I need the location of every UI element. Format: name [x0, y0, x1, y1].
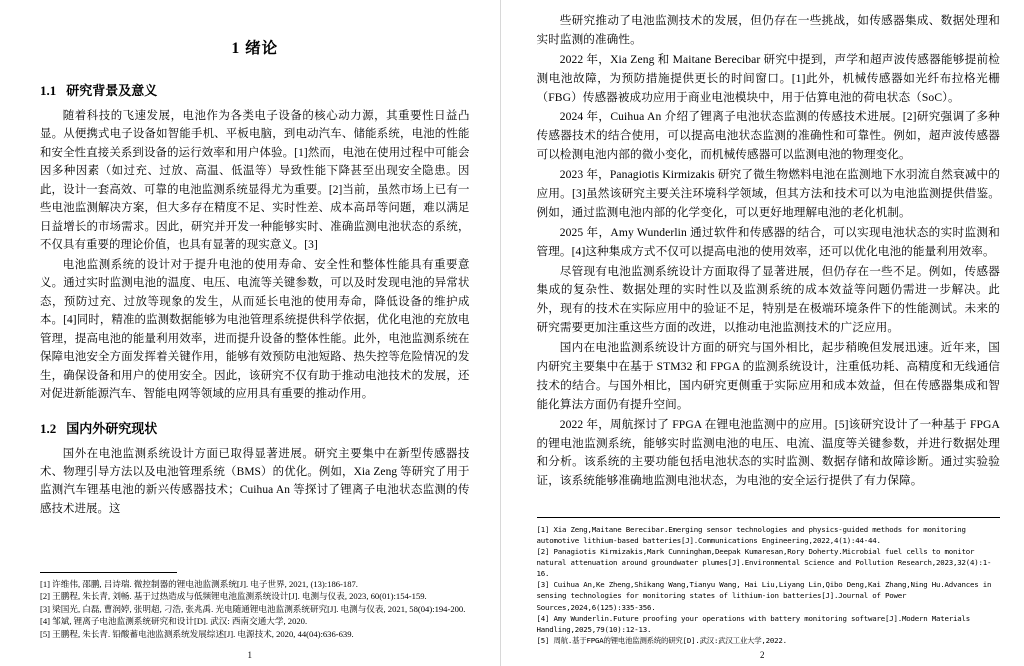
page-number-left: 1 [247, 650, 252, 660]
paragraph: 国外在电池监测系统设计方面已取得显著进展。研究主要集中在新型传感器技术、物理引导方法以及电池管理系统（BMS）的优化。例如，Xia Zeng 等研究了用于监测汽车锂基电池的新兴传感器技术；Cuihua An 等探讨了锂离子电池状态监测的传感技术进展。这 [40, 447, 470, 515]
paragraph: 2025 年，Amy Wunderlin 通过软件和传感器的结合，可以实现电池状态的实时监测和管理。[4]这种集成方式不仅可以提高电池的使用效率，还可以优化电池的能量利用效率。 [536, 225, 1000, 258]
page-left [0, 0, 500, 666]
footnote-item: [4] 邹斌, 锂离子电池监测系统研究和设计[D]. 武汉: 西南交通大学, 2020. [40, 616, 308, 627]
paragraph: 国内在电池监测系统设计方面的研究与国外相比，起步稍晚但发展迅速。近年来，国内研究主要集中在基于 STM32 和 FPGA 的监测系统设计，注重低功耗、高精度和无线通信技术的结合。与国外相比，国内研究更侧重于实际应用和成本效益，但在传感器集成和智能化算法方面仍有提升空间。 [536, 341, 1000, 411]
paragraph: 电池监测系统的设计对于提升电池的使用寿命、安全性和整体性能具有重要意义。通过实时监测电池的温度、电压、电流等关键参数，可以及时发现电池的异常状态，预防过充、过放等现象的发生，从而延长电池的使用寿命，降低设备的维护成本。[4]同时，精准的监测数据能够为电池管理系统提供科学依据，优化电池的充放电管理，提高电池的能量利用效率，进而提升设备的整体性能。此外，电池监测系统在保障电池安全方面发挥着关键作用，能够有效预防电池短路、热失控等危险情况的发生，确保设备和用户的使用安全。因此，该研究不仅有助于推动电池技术的发展，还对促进新能源汽车、智能电网等领域的应用具有重要的推动作用。 [40, 258, 470, 401]
section-label-1-2: 国内外研究现状 [66, 420, 158, 436]
section-number-1-2: 1.2 [40, 420, 57, 436]
footnote-divider [40, 572, 177, 573]
footnote-divider [537, 517, 1000, 518]
paragraph: 尽管现有电池监测系统设计方面取得了显著进展，但仍存在一些不足。例如，传感器集成的复杂性、数据处理的实时性以及监测系统的成本效益等问题仍需进一步解决。此外，现有的技术在实际应用中的验证不足，特别是在极端环境条件下的性能测试。未来的研究需要更加注重这些方面的改进，以推动电池监测技术的广泛应用。 [536, 264, 1000, 335]
footnote-item: [1] Xia Zeng,Maitane Berecibar.Emerging sensor technologies and physics-guided methods for monitoring automotive lithium-based batteries[J].Communications Engineering,2022,4(1):44-44. [536, 524, 966, 545]
section-number-1-1: 1.1 [40, 83, 57, 98]
footnote-item: [5] 王鹏程, 朱长青. 铅酸蓄电池监测系统发展综述[J]. 电源技术, 2020, 44(04):636-639. [40, 628, 354, 639]
paragraph: 2022 年，周航探讨了 FPGA 在锂电池监测中的应用。[5]该研究设计了一种基于 FPGA 的锂电池监测系统，能够实时监测电池的电压、电流、温度等关键参数，并进行数据处理和分析。该系统的主要功能包括电池状态的实时监测、数据存储和故障诊断。通过实验验证，该系统能够准确地监测电池状态，为电池的安全运行提供了有力保障。 [536, 417, 1000, 488]
chapter-title: 1 绪论 [231, 40, 279, 57]
footnote-item: [5] 周航.基于FPGA的锂电池监测系统的研究[D].武汉:武汉工业大学,2022. [536, 635, 787, 645]
footnote-area-left [40, 572, 470, 640]
paragraph: 随着科技的飞速发展，电池作为各类电子设备的核心动力源，其重要性日益凸显。从便携式电子设备如智能手机、平板电脑，到电动汽车、储能系统，电池的性能和安全性直接关系到设备的运行效率和用户体验。[1]然而，电池在使用过程中可能会因多种因素（如过充、过放、高温、低温等）导致性能下降甚至出现安全隐患。因此，设计一套高效、可靠的电池监测系统显得尤为重要。[2]当前，虽然市场上已有一些电池监测解决方案，但大多存在精度不足、实时性差、成本高昂等问题，难以满足日益增长的市场需求。因此，研究并开发一种能够实时、准确监测电池状态的系统，不仅具有重要的理论价值，也具有显著的现实意义。[3] [40, 110, 470, 252]
page-right [501, 0, 1024, 666]
paragraph: 2022 年，Xia Zeng 和 Maitane Berecibar 研究中提到，声学和超声波传感器能够提前检测电池故障，为预防措施提供更长的时间窗口。[1]此外，机械传感器如光纤布拉格光栅（FBG）传感器被成功应用于商业电池模块中，用于估算电池的荷电状态（SoC）。 [536, 52, 1000, 104]
section-heading-1-2 [40, 418, 470, 437]
footnote-item: [3] 梁国光, 白磊, 曹润婷, 张明超, 刁浩, 张兆禹. 光电随通锂电池监测系统研究[J]. 电测与仪表, 2021, 58(04):194-200. [40, 603, 466, 614]
paragraph: 2023 年，Panagiotis Kirmizakis 研究了微生物燃料电池在监测地下水羽流自然衰减中的应用。[3]虽然该研究主要关注环境科学领域，但其方法和技术可以为电池监测提供借鉴。例如，通过监测电池内部的化学变化，可以更好地理解电池的老化机制。 [536, 168, 1000, 219]
section-label-1-1: 研究背景及意义 [66, 83, 158, 98]
footnote-item: [3] Cuihua An,Ke Zheng,Shikang Wang,Tianyu Wang, Hai Liu,Liyang Lin,Qibo Deng,Kai Zhang,Ning Hu.Advances in sensing technologies for monitoring states of lithium-ion batteries[J].Journal of Power Sources,2024,6(125):335-356. [536, 580, 992, 612]
footnote-area-right [537, 517, 1000, 646]
paragraph: 些研究推动了电池监测技术的发展，但仍存在一些挑战，如传感器集成、数据处理和实时监测的准确性。 [536, 14, 1000, 46]
page-number-right: 2 [760, 650, 765, 660]
paragraph: 2024 年，Cuihua An 介绍了锂离子电池状态监测的传感技术进展。[2]研究强调了多种传感器技术的结合使用，可以提高电池状态监测的准确性和可靠性。例如，超声波传感器可以检测电池内部的微小变化，而机械传感器可以监测电池的物理变化。 [536, 110, 1000, 162]
footnote-item: [2] 王鹏程, 朱长青, 刘畅. 基于过热造成与低频锂电池监测系统设计[J]. 电测与仪表, 2023, 60(01):154-159. [40, 591, 427, 602]
footnote-item: [2] Panagiotis Kirmizakis,Mark Cunningham,Deepak Kumaresan,Rory Doherty.Microbial fuel cells to monitor natural attenuation around groundwater plumes[J].Environmental Science and Pollution Research,2023,32(4):1-16. [536, 547, 992, 579]
footnote-item: [1] 许维伟, 邵鹏, 吕诗瑞. 微控制器的锂电池监测系统[J]. 电子世界, 2021, (13):186-187. [40, 578, 358, 589]
section-heading-1-1 [40, 80, 470, 99]
footnote-item: [4] Amy Wunderlin.Future proofing your operations with battery monitoring software[J].Modern Materials Handling,2025,79(10):12-13. [536, 613, 970, 634]
